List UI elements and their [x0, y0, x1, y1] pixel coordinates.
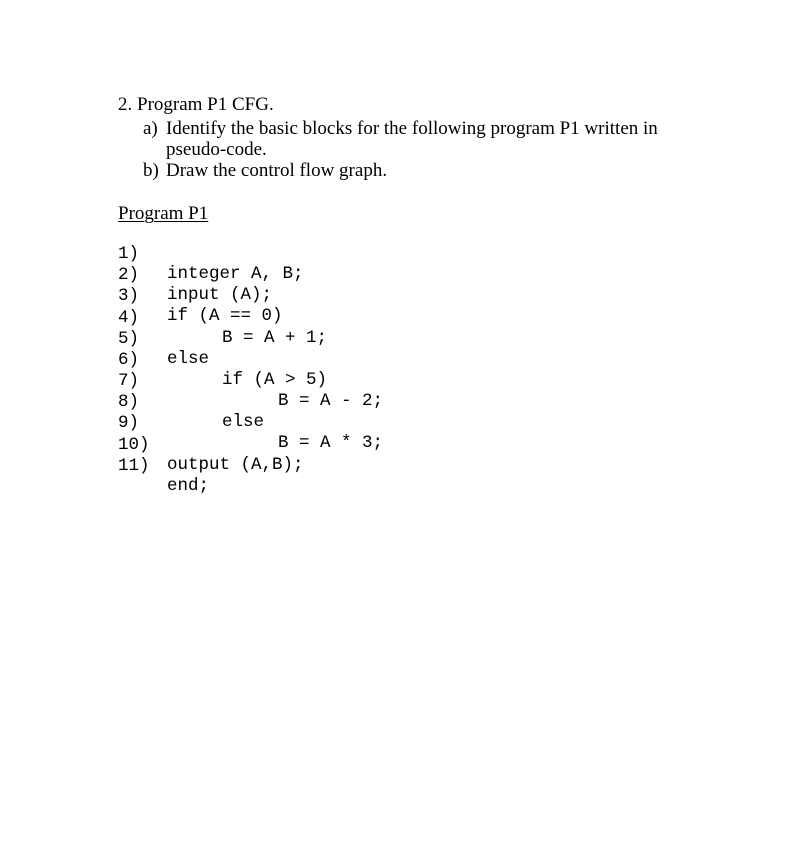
line-number: 4)	[118, 308, 140, 328]
part-a-text-line-2: pseudo-code.	[166, 139, 267, 160]
code-text: B = A * 3;	[278, 433, 384, 453]
code-line	[0, 309, 210, 369]
line-number: 3)	[118, 286, 140, 306]
part-b-marker: b)	[143, 160, 159, 181]
program-title: Program P1	[118, 203, 209, 224]
code-line	[0, 224, 304, 284]
line-number: 7)	[118, 371, 140, 391]
code-text: else	[167, 349, 210, 369]
line-number: 2)	[118, 265, 140, 285]
line-number: 9)	[118, 413, 140, 433]
question-title: 2. Program P1 CFG.	[118, 94, 274, 115]
code-text: B = A - 2;	[278, 391, 384, 411]
code-text: if (A > 5)	[222, 370, 328, 390]
code-text: output (A,B);	[167, 455, 304, 475]
part-b-text-line-1: Draw the control flow graph.	[166, 160, 388, 181]
line-number: 6)	[118, 350, 140, 370]
code-text: integer A, B;	[167, 264, 304, 284]
code-text: input (A);	[167, 285, 273, 305]
line-number: 8)	[118, 392, 140, 412]
line-number: 10)	[118, 435, 150, 455]
code-text: else	[222, 412, 265, 432]
part-a-marker: a)	[143, 118, 158, 139]
line-number: 1)	[118, 244, 140, 264]
code-text: end;	[167, 476, 210, 496]
line-number: 11)	[118, 456, 150, 476]
line-number: 5)	[118, 329, 140, 349]
part-a-text-line-1: Identify the basic blocks for the following program P1 written in	[166, 118, 658, 139]
code-text: if (A == 0)	[167, 306, 283, 326]
code-line	[0, 372, 265, 432]
code-text: B = A + 1;	[222, 328, 328, 348]
